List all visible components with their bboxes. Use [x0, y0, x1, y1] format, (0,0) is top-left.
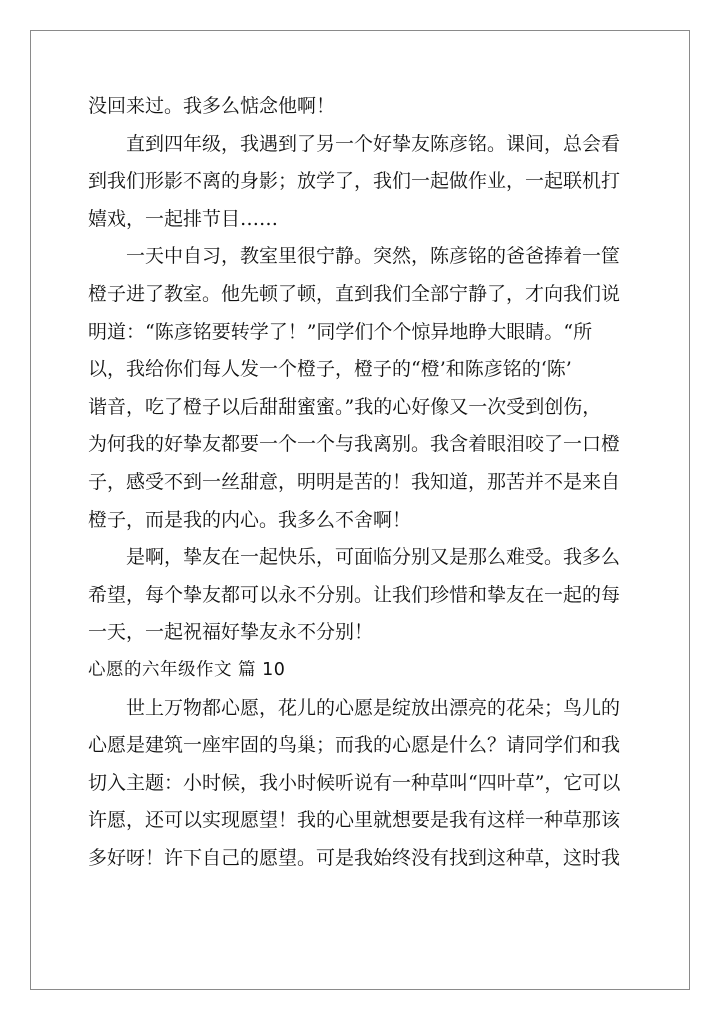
- section-heading: 心愿的六年级作文 篇 10: [88, 659, 286, 680]
- text-line: 嬉戏，一起排节目……: [88, 207, 279, 230]
- text-line: 谐音，吃了橙子以后甜甜蜜蜜。”我的心好像又一次受到创伤，: [88, 395, 602, 418]
- text-line: 希望，每个挚友都可以永不分别。让我们珍惜和挚友在一起的每: [88, 583, 621, 606]
- text-line: 没回来过。我多么惦念他啊！: [88, 95, 336, 117]
- text-line: 橙子，而是我的内心。我多么不舍啊！: [88, 508, 412, 531]
- text-line: 心愿是建筑一座牢固的鸟巢；而我的心愿是什么？请同学们和我: [88, 734, 621, 757]
- text-line: 到我们形影不离的身影；放学了，我们一起做作业，一起联机打: [88, 170, 621, 193]
- text-line: 明道：“陈彦铭要转学了！”同学们个个惊异地睁大眼睛。“所: [88, 320, 593, 343]
- text-line: 橙子进了教室。他先顿了顿，直到我们全部宁静了，才向我们说: [88, 282, 621, 305]
- paragraph-start: 是啊，挚友在一起快乐，可面临分别又是那么难受。我多么: [126, 546, 621, 569]
- paragraph-start: 直到四年级，我遇到了另一个好挚友陈彦铭。课间，总会看: [126, 132, 621, 155]
- paragraph-start: 世上万物都心愿，花儿的心愿是绽放出漂亮的花朵；鸟儿的: [126, 696, 621, 719]
- text-line: 以，我给你们每人发一个橙子，橙子的“橙’和陈彦铭的‘陈’: [88, 358, 572, 381]
- text-line: 切入主题：小时候，我小时候听说有一种草叫“四叶草”，它可以: [88, 771, 621, 794]
- text-line: 许愿，还可以实现愿望！我的心里就想要是我有这样一种草那该: [88, 809, 621, 832]
- text-line: 为何我的好挚友都要一个一个与我离别。我含着眼泪咬了一口橙: [88, 433, 621, 456]
- text-line: 多好呀！许下自己的愿望。可是我始终没有找到这种草，这时我: [88, 846, 621, 869]
- text-line: 子，感受不到一丝甜意，明明是苦的！我知道，那苦并不是来自: [88, 470, 621, 493]
- paragraph-start: 一天中自习，教室里很宁静。突然，陈彦铭的爸爸捧着一筐: [126, 245, 621, 268]
- document-body: [88, 88, 636, 877]
- text-line: 一天，一起祝福好挚友永不分别！: [88, 621, 374, 644]
